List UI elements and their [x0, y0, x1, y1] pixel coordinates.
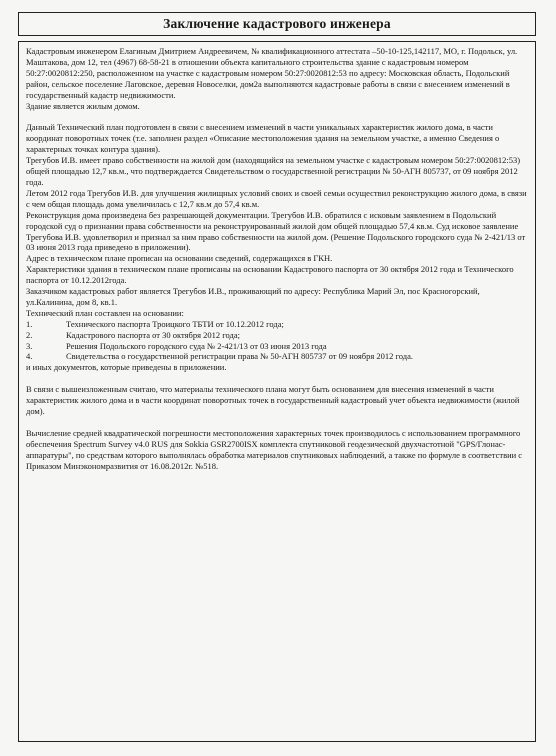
- list-text: Решения Подольского городского суда № 2-421/13 от 03 июня 2013 года: [66, 340, 327, 351]
- basis-list-item: [26, 351, 529, 362]
- calculation-paragraph: Вычисление средней квадратической погрешности местоположения характерных точек производилось с использованием программного обеспечения Spectrum Survey v4.0 RUS для Sokkia GSR2700ISX комплекта спутниковой геодезической двухчастотной "GPS/Глонас-аппаратуры", по средствам которого выполнялась обработка материалов спутниковых наблюдений, а также по формуле в соответствии с Приказом Минэкономразвития от 16.08.2012г. №518.: [26, 428, 523, 471]
- basis-list-item: [26, 330, 529, 341]
- list-number: 4.: [26, 351, 33, 362]
- list-number: 2.: [26, 329, 33, 340]
- list-tail: и иных документов, которые приведены в приложении.: [26, 362, 227, 373]
- content-box: [18, 41, 536, 742]
- basis-list-item: [26, 319, 529, 330]
- document-title: Заключение кадастрового инженера: [163, 16, 391, 31]
- intro-paragraph: Кадастровым инженером Елагиным Дмитрием Андреевичем, № квалификационного аттестата –50-10-125,142117, МО, г. Подольск, ул. Маштакова, дом 12, тел (4967) 68-58-21 в отношении объекта капитального строительства здание с кадастровым номером 50:27:0020812:250, расположенном на участке с кадастровым номером 50:27:0020812:53 по адресу: Московская область, Подольский район, сельское поселение Лаговское, деревня Новоселки, дом2а выполняются кадастровые работы в связи с внесением изменений в государственный кадастр недвижимости.: [26, 46, 518, 100]
- list-text: Свидетельства о государственной регистрации права № 50-АГН 805737 от 09 ноября 2012 года.: [66, 351, 414, 362]
- conclusion-paragraph: В связи с вышеизложенным считаю, что материалы технического плана могут быть основанием для внесения изменений в части характеристик жилого дома и в части координат поворотных точек в государственный кадастровый учет объекта недвижимости (жилой дом).: [26, 384, 520, 417]
- list-number: 3.: [26, 340, 33, 351]
- title-box: [18, 12, 536, 36]
- list-number: 1.: [26, 318, 33, 329]
- list-text: Кадастрового паспорта от 30 октября 2012 года;: [66, 329, 240, 340]
- list-text: Технического паспорта Троицкого ТБТИ от 10.12.2012 года;: [66, 318, 284, 329]
- body-paragraph: Характеристики здания в техническом плане прописаны на основании Кадастрового паспорта от 30 октября 2012 года и Технического паспорта от 10.12.2012года.: [26, 264, 514, 286]
- body-paragraph: Технический план составлен на основании:: [26, 307, 184, 318]
- body-paragraph: Заказчиком кадастровых работ является Трегубов И.В., проживающий по адресу: Республика Марий Эл, пос Красногорский, ул.Калинина, дом 8, кв.1.: [26, 286, 480, 307]
- body-paragraph: Реконструкция дома произведена без разрешающей документации. Трегубов И.В. обратился с исковым заявлением в Подольский городской суд о признании права собственности на реконструированный жилой дом общей площадью 57,4 кв.м. Суд исковое заявление Трегубова И.В. удовлетворил и признал за ним право собственности на жилой дом. (Решение Подольского городского суда № 2-421/13 от 03 июня 2013 года приведено в приложении).: [26, 209, 526, 253]
- body-paragraph: Трегубов И.В. имеет право собственности на жилой дом (находящийся на земельном участке с кадастровым номером 50:27:0020812:53) общей площадью 12,7 кв.м., что подтверждается Свидетельством о государственной регистрации № 50-АГН 805737, от 09 ноября 2012 года.: [26, 155, 521, 187]
- intro-note: Здание является жилым домом.: [26, 100, 140, 111]
- body-paragraph: Летом 2012 года Трегубов И.В. для улучшения жилищных условий своих и своей семьи осуществил реконструкцию жилого дома, в связи с чем общая площадь дома увеличилась с 12,7 кв.м до 57,4 кв.м.: [26, 187, 527, 209]
- basis-list-item: [26, 341, 529, 352]
- body-paragraph: Данный Технический план подготовлен в связи с внесением изменений в части уникальных характеристик жилого дома, в части координат поворотных точек (т.е. заполнен раздел «Описание местоположения здания на земельном участке, а именно Сведения о характерных точках контура здания).: [26, 122, 500, 155]
- body-paragraph: Адрес в техническом плане прописан на основании сведений, содержащихся в ГКН.: [26, 253, 333, 264]
